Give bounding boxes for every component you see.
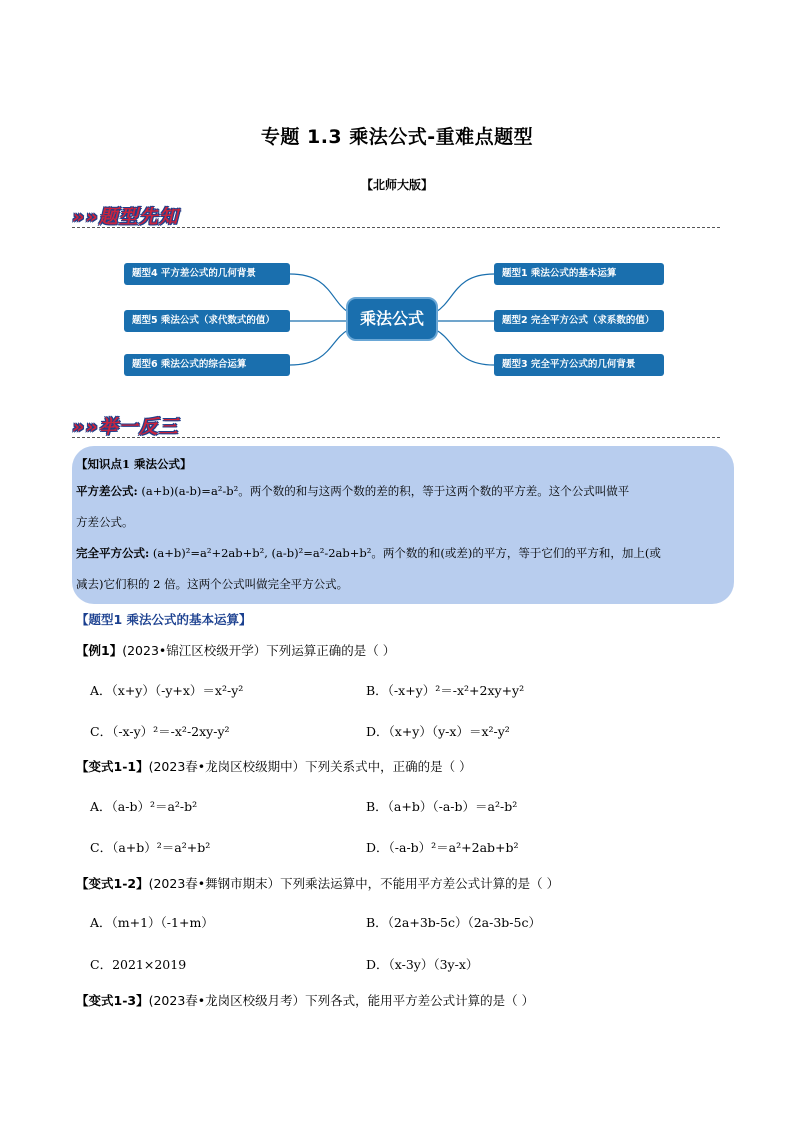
mindmap-node-left-3: 题型6 乘法公式的综合运算 <box>124 354 290 376</box>
mindmap-connectors <box>0 0 794 420</box>
option-d[interactable]: D．（x-3y）（3y-x） <box>366 957 479 972</box>
mindmap-center: 乘法公式 <box>346 297 438 341</box>
formula-label: 完全平方公式: <box>76 546 150 560</box>
question-stem: (2023春•舞钢市期末）下列乘法运算中，不能用平方差公式计算的是（ ） <box>148 876 560 891</box>
mindmap-node-left-1: 题型4 平方差公式的几何背景 <box>124 263 290 285</box>
option-c[interactable]: C．（-x-y）²＝-x²-2xy-y² <box>90 724 230 739</box>
question-2 <box>76 757 472 775</box>
section-banner-practice: »»举一反三 <box>72 416 179 438</box>
question-prefix: 【变式1-2】 <box>76 876 149 891</box>
question-4 <box>76 991 534 1009</box>
page-title: 专题 1.3 乘法公式-重难点题型 <box>260 126 534 148</box>
formula-text: 。两个数的和(或差)的平方，等于它们的平方和，加上(或 <box>371 546 661 560</box>
mindmap-node-right-1: 题型1 乘法公式的基本运算 <box>494 263 664 285</box>
option-d[interactable]: D．（-a-b）²＝a²+2ab+b² <box>366 840 519 855</box>
question-prefix: 【变式1-3】 <box>76 993 149 1008</box>
section-banner-preview: »»题型先知 <box>72 206 179 228</box>
option-d[interactable]: D．（x+y）（y-x）＝x²-y² <box>366 724 510 739</box>
formula-label: 平方差公式: <box>76 484 138 498</box>
option-a[interactable]: A．（x+y）（-y+x）＝x²-y² <box>90 683 244 698</box>
divider <box>72 437 720 438</box>
knowledge-line-3 <box>76 545 661 561</box>
option-c[interactable]: C．2021×2019 <box>90 957 187 972</box>
option-b[interactable]: B．（-x+y）²＝-x²+2xy+y² <box>366 683 525 698</box>
knowledge-heading: 【知识点1 乘法公式】 <box>76 457 192 471</box>
formula-text: 。两个数的和与这两个数的差的积，等于这两个数的平方差。这个公式叫做平 <box>238 484 630 498</box>
question-1 <box>76 641 395 659</box>
question-prefix: 【变式1-1】 <box>76 759 149 774</box>
mindmap-node-right-2: 题型2 完全平方公式（求系数的值） <box>494 310 664 332</box>
knowledge-line-1 <box>76 483 629 499</box>
option-a[interactable]: A．（a-b）²＝a²-b² <box>90 799 198 814</box>
mindmap-node-left-2: 题型5 乘法公式（求代数式的值） <box>124 310 290 332</box>
question-stem: (2023春•龙岗区校级月考）下列各式，能用平方差公式计算的是（ ） <box>148 993 535 1008</box>
mindmap-node-right-3: 题型3 完全平方公式的几何背景 <box>494 354 664 376</box>
formula: (a+b)(a-b)=a²-b² <box>137 484 239 498</box>
knowledge-line-2: 方差公式。 <box>76 515 134 529</box>
option-a[interactable]: A．（m+1）（-1+m） <box>90 915 214 930</box>
question-prefix: 【例1】 <box>76 643 123 658</box>
question-stem: (2023•锦江区校级开学）下列运算正确的是（ ） <box>122 643 396 658</box>
section-heading: 【题型1 乘法公式的基本运算】 <box>76 612 252 627</box>
option-c[interactable]: C．（a+b）²＝a²+b² <box>90 840 211 855</box>
question-stem: (2023春•龙岗区校级期中）下列关系式中，正确的是（ ） <box>148 759 472 774</box>
question-3 <box>76 874 559 892</box>
knowledge-line-4: 减去)它们积的 2 倍。这两个公式叫做完全平方公式。 <box>76 577 349 591</box>
option-b[interactable]: B．（2a+3b-5c）（2a-3b-5c） <box>366 915 541 930</box>
option-b[interactable]: B．（a+b）（-a-b）＝a²-b² <box>366 799 518 814</box>
edition-label: 【北师大版】 <box>360 178 433 192</box>
formula: (a+b)²=a²+2ab+b², (a-b)²=a²-2ab+b² <box>149 546 372 560</box>
